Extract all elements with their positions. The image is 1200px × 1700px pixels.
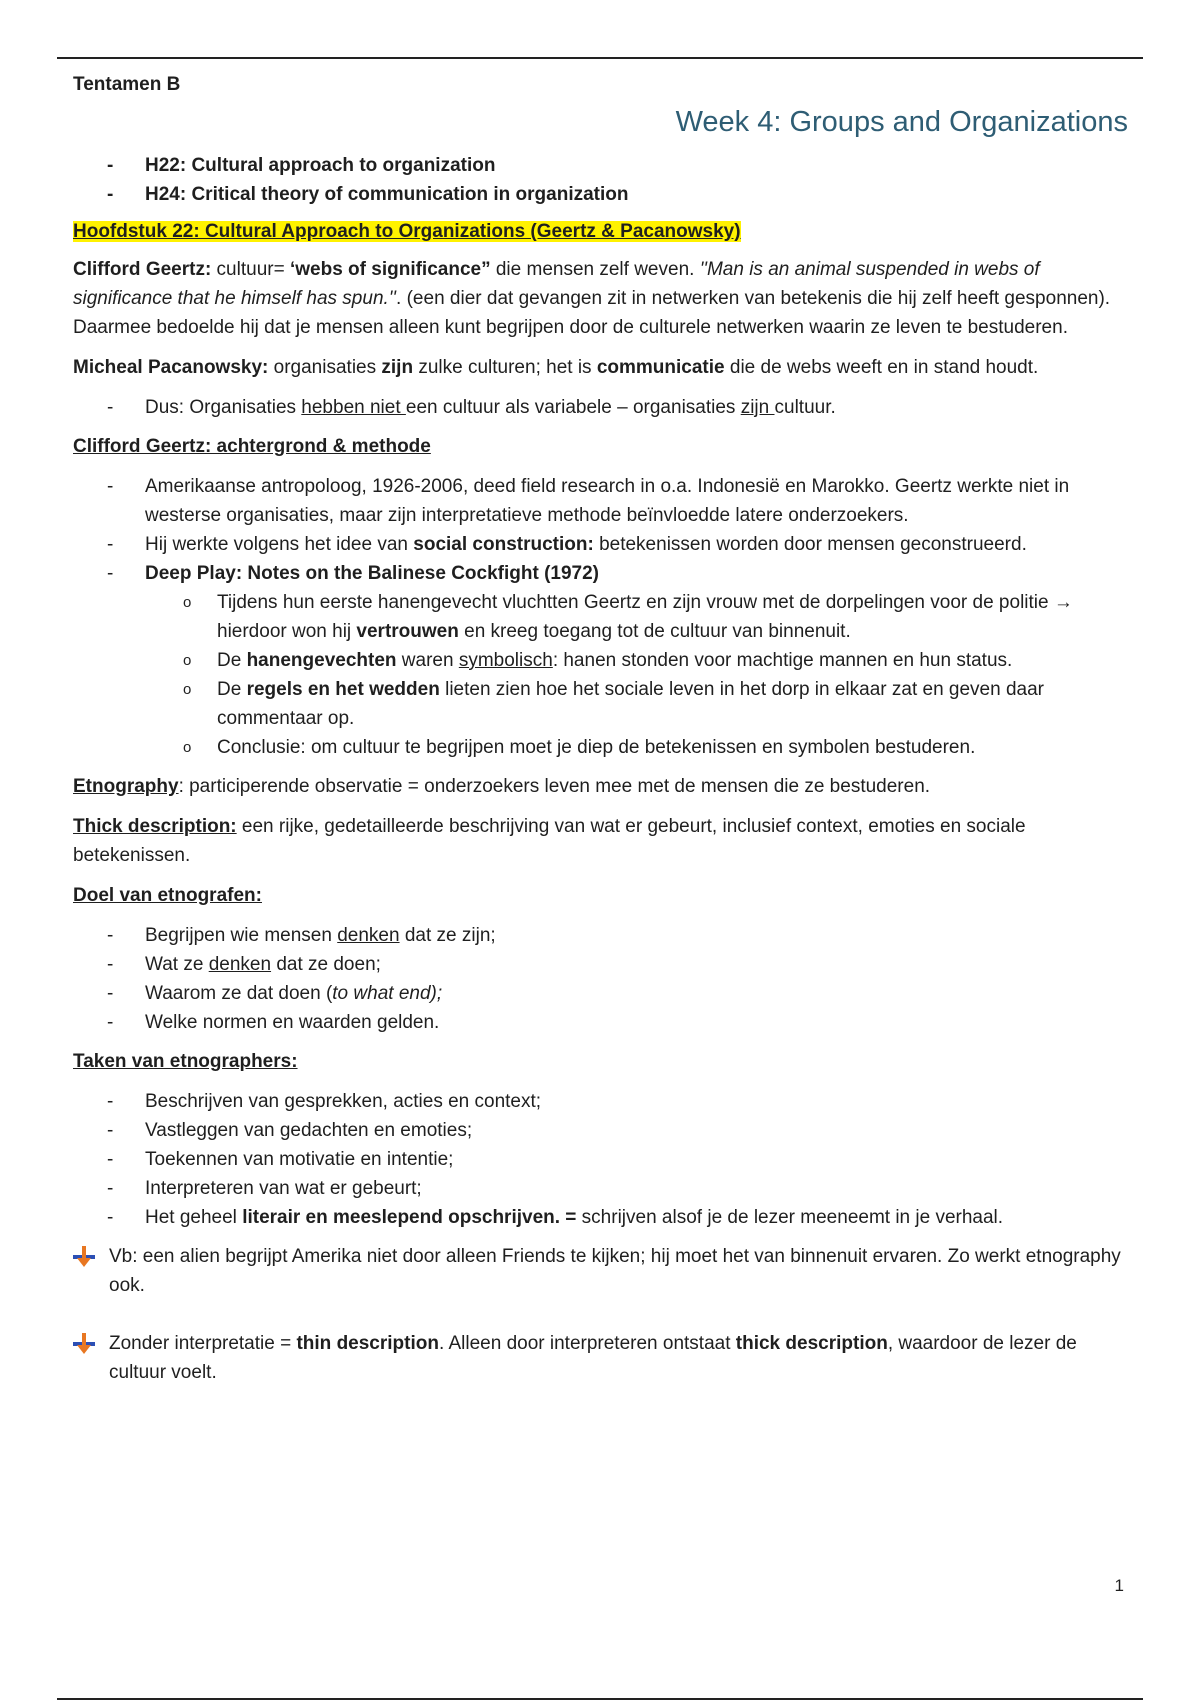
document-page <box>73 74 1128 1398</box>
text: een rijke, gedetailleerde beschrijving van wat er gebeurt, inclusief context, emoties en sociale betekenissen. <box>73 816 1026 866</box>
text: hierdoor won hij <box>217 621 357 642</box>
spacer <box>73 1311 1128 1329</box>
text: Dus: Organisaties <box>145 397 302 418</box>
term: Deep Play: Notes on the Balinese Cockfight (1972) <box>145 563 600 584</box>
term: hanengevechten <box>246 650 397 671</box>
intro-list <box>73 151 1128 209</box>
document-header: Tentamen B <box>73 74 181 95</box>
term: Thick description: <box>73 816 237 837</box>
page-title: Week 4: Groups and Organizations <box>675 106 1128 138</box>
list-item <box>73 393 1128 422</box>
text: Begrijpen wie mensen <box>145 925 338 946</box>
text: zulke culturen; het is <box>413 357 597 378</box>
note-interpretation <box>73 1329 1128 1387</box>
pacanowsky-paragraph <box>73 353 1128 382</box>
term: ‘webs of significance” <box>289 259 491 280</box>
sub-list <box>145 588 1128 762</box>
term: regels en het wedden <box>246 679 440 700</box>
chapter-heading <box>73 221 1128 243</box>
list-item <box>73 979 1128 1008</box>
sub-list-item: o Conclusie: om cultuur te begrijpen moet je diep de betekenissen en symbolen bestuderen. <box>145 733 1128 762</box>
top-rule <box>57 57 1143 59</box>
text: Wat ze <box>145 954 209 975</box>
list-item: - Toekennen van motivatie en intentie; <box>73 1145 1128 1174</box>
list-item: - H22: Cultural approach to organization <box>73 151 1128 180</box>
text: Tijdens hun eerste hanengevecht vluchtten Geertz en zijn vrouw met de dorpelingen voor de politie <box>217 592 1054 613</box>
quote: ''Man is an animal suspended in webs of significance that he himself has spun.'' <box>73 259 1040 309</box>
page-number: 1 <box>1114 1576 1124 1595</box>
geertz-paragraph <box>73 255 1128 342</box>
thick-description-paragraph <box>73 812 1128 870</box>
text: lieten zien hoe het sociale leven in het dorp in elkaar zat en geven daar commentaar op. <box>217 679 1044 729</box>
list-item <box>73 1203 1128 1232</box>
sub-list-item <box>145 646 1128 675</box>
text: : hanen stonden voor machtige mannen en hun status. <box>552 650 1013 671</box>
list-item <box>73 950 1128 979</box>
list-item <box>73 921 1128 950</box>
term: Etnography <box>73 776 179 797</box>
list-item <box>73 559 1128 762</box>
text: schrijven alsof je de lezer meeneemt in je verhaal. <box>576 1207 1004 1228</box>
down-arrow-icon <box>73 1246 95 1268</box>
underlined-text: hebben niet <box>301 397 406 418</box>
text: die de webs weeft en in stand houdt. <box>724 357 1039 378</box>
text: dat ze doen; <box>271 954 381 975</box>
term: zijn <box>381 357 414 378</box>
arrow-right-icon: → <box>1053 592 1073 613</box>
text: cultuur= <box>211 259 290 280</box>
underlined-text: denken <box>208 954 272 975</box>
text: en kreeg toegang tot de cultuur van binnenuit. <box>458 621 851 642</box>
dus-list <box>73 393 1128 422</box>
etnography-paragraph <box>73 772 1128 801</box>
text: waren <box>396 650 459 671</box>
text: Zonder interpretatie = <box>109 1333 297 1354</box>
list-item <box>73 530 1128 559</box>
text: De <box>217 650 247 671</box>
term: thin description <box>296 1333 439 1354</box>
text: organisaties <box>268 357 382 378</box>
goals-list <box>73 921 1128 1037</box>
underlined-text: symbolisch <box>458 650 553 671</box>
term: communicatie <box>596 357 725 378</box>
text: Het geheel <box>145 1207 243 1228</box>
section-heading: Clifford Geertz: achtergrond & methode <box>73 436 431 457</box>
term: literair en meeslepend opschrijven. = <box>242 1207 577 1228</box>
text: een cultuur als variabele – organisaties <box>405 397 741 418</box>
text: betekenissen worden door mensen geconstrueerd. <box>593 534 1027 555</box>
chapter-heading-text: Hoofdstuk 22: Cultural Approach to Organizations (Geertz & Pacanowsky) <box>73 221 741 242</box>
term: vertrouwen <box>356 621 459 642</box>
note-text: Vb: een alien begrijpt Amerika niet door alleen Friends te kijken; hij moet het van binnenuit ervaren. Zo werkt etnography ook. <box>109 1246 1121 1296</box>
underlined-text: denken <box>337 925 400 946</box>
term: Clifford Geertz: <box>73 259 212 280</box>
text: Hij werkte volgens het idee van <box>145 534 414 555</box>
list-item: - Welke normen en waarden gelden. <box>73 1008 1128 1037</box>
underlined-text: zijn <box>740 397 775 418</box>
text: , waardoor de lezer de cultuur voelt. <box>109 1333 1077 1383</box>
text: : participerende observatie = onderzoekers leven mee met de mensen die ze bestuderen. <box>178 776 931 797</box>
list-item: - Vastleggen van gedachten en emoties; <box>73 1116 1128 1145</box>
text: . Alleen door interpreteren ontstaat <box>438 1333 736 1354</box>
list-item: - Interpreteren van wat er gebeurt; <box>73 1174 1128 1203</box>
down-arrow-icon <box>73 1333 95 1355</box>
text: cultuur. <box>774 397 836 418</box>
text: die mensen zelf weven. <box>490 259 700 280</box>
list-item: - Amerikaanse antropoloog, 1926-2006, deed field research in o.a. Indonesië en Marokko. Geertz werkte niet in westerse organisaties, maar zijn interpretatieve methode beïnvloedde latere onderzoekers. <box>73 472 1128 530</box>
method-list <box>73 472 1128 762</box>
text: Waarom ze dat doen ( <box>145 983 333 1004</box>
text: . (een dier dat gevangen zit in netwerken van betekenis die hij zelf heeft gesponnen). Daarmee bedoelde hij dat je mensen alleen kunt begrijpen door de culturele netwerken waarin ze leven te bestuderen. <box>73 288 1111 338</box>
term: social construction: <box>413 534 594 555</box>
section-heading: Doel van etnografen: <box>73 885 262 906</box>
sub-list-item <box>145 588 1128 646</box>
italic-text: to what end); <box>332 983 443 1004</box>
note-example <box>73 1242 1128 1300</box>
sub-list-item <box>145 675 1128 733</box>
tasks-list <box>73 1087 1128 1232</box>
list-item: - Beschrijven van gesprekken, acties en context; <box>73 1087 1128 1116</box>
list-item: - H24: Critical theory of communication in organization <box>73 180 1128 209</box>
text: De <box>217 679 247 700</box>
term: Micheal Pacanowsky: <box>73 357 269 378</box>
text: dat ze zijn; <box>399 925 496 946</box>
section-heading: Taken van etnographers: <box>73 1051 298 1072</box>
term: thick description <box>735 1333 888 1354</box>
